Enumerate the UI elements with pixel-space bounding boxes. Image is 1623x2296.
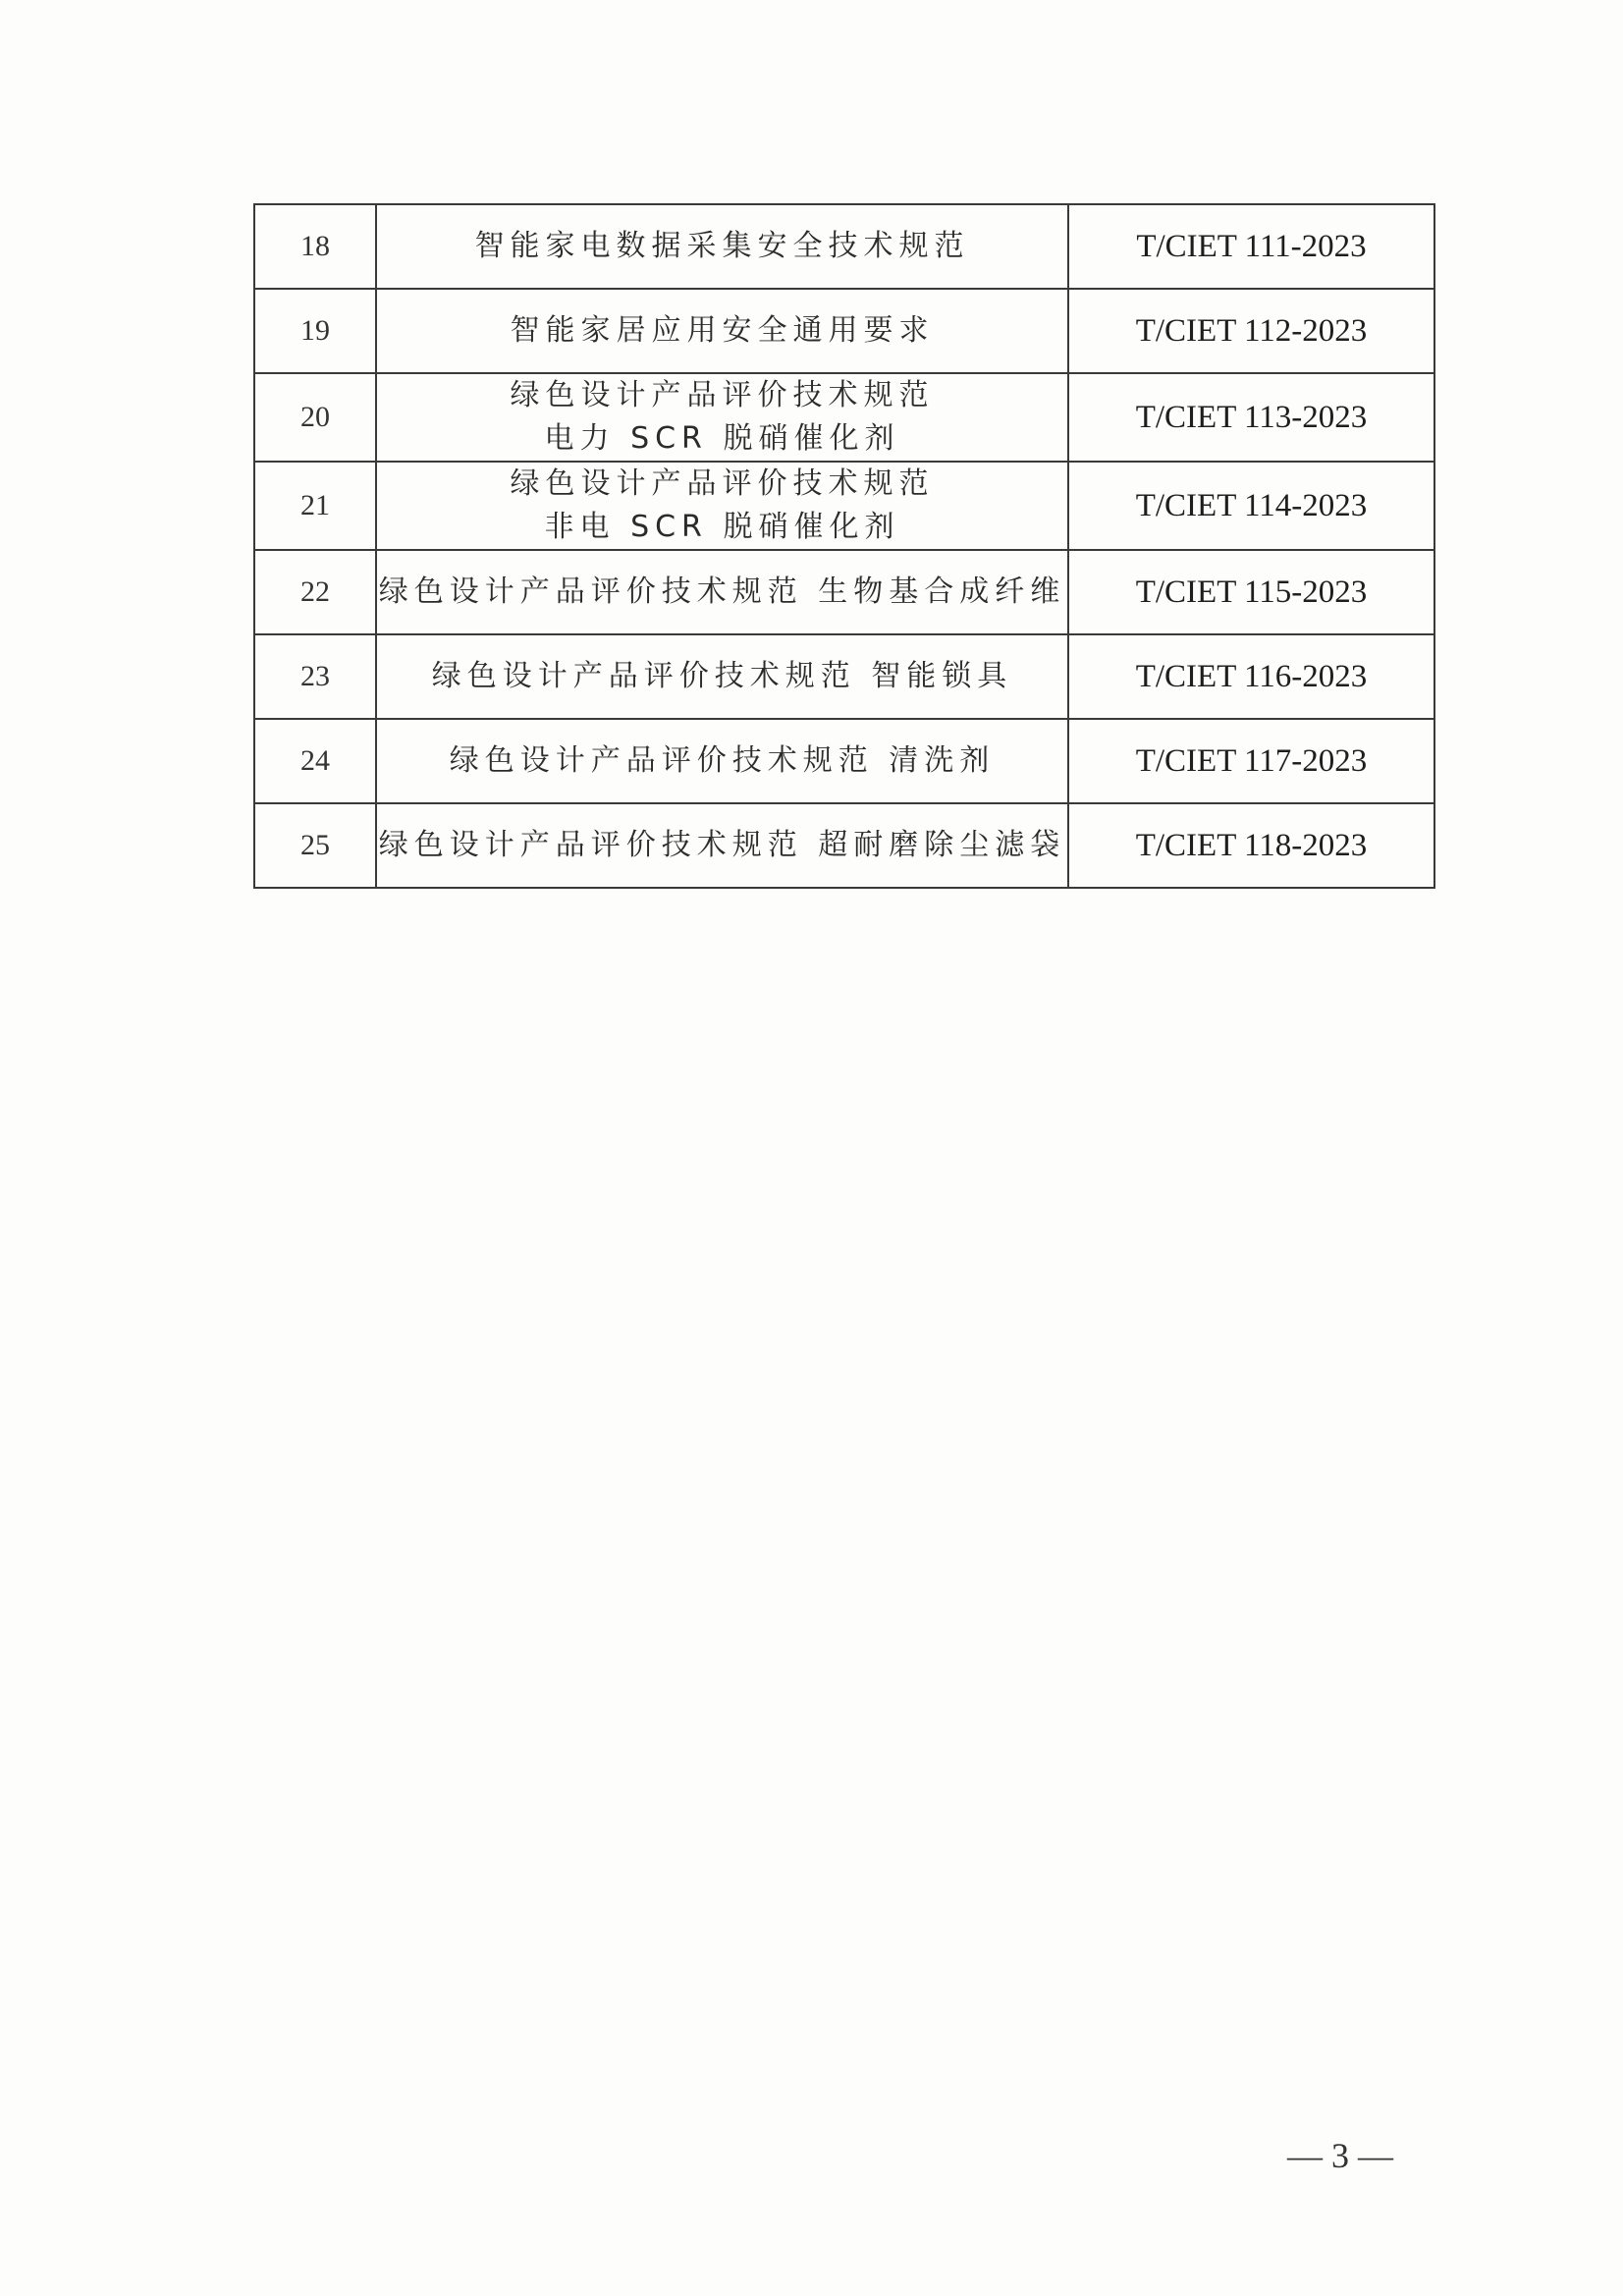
standard-code: T/CIET 112-2023 xyxy=(1068,289,1434,373)
standard-code: T/CIET 118-2023 xyxy=(1068,803,1434,888)
row-number: 23 xyxy=(254,634,376,719)
table-row xyxy=(254,204,1434,289)
standard-name-line: 智能家居应用安全通用要求 xyxy=(510,313,935,348)
row-number: 19 xyxy=(254,289,376,373)
standard-name xyxy=(376,634,1068,719)
standard-name-line: 绿色设计产品评价技术规范 清洗剂 xyxy=(449,743,996,778)
standard-code: T/CIET 115-2023 xyxy=(1068,550,1434,634)
standard-name xyxy=(376,719,1068,803)
standard-name xyxy=(376,550,1068,634)
standard-name-line: 绿色设计产品评价技术规范 生物基合成纤维 xyxy=(378,574,1066,609)
row-number: 21 xyxy=(254,462,376,550)
table-row xyxy=(254,373,1434,462)
standard-name-line: 智能家电数据采集安全技术规范 xyxy=(474,229,970,263)
table-row xyxy=(254,462,1434,550)
standard-code: T/CIET 111-2023 xyxy=(1068,204,1434,289)
row-number: 22 xyxy=(254,550,376,634)
standards-table-body xyxy=(254,204,1434,888)
row-number: 20 xyxy=(254,373,376,462)
standard-code: T/CIET 114-2023 xyxy=(1068,462,1434,550)
standard-name-line: 电力 SCR 脱硝催化剂 xyxy=(544,421,900,456)
row-number: 25 xyxy=(254,803,376,888)
standard-name-line: 非电 SCR 脱硝催化剂 xyxy=(544,510,900,544)
standard-name xyxy=(376,462,1068,550)
standard-name xyxy=(376,204,1068,289)
standard-name-line: 绿色设计产品评价技术规范 智能锁具 xyxy=(431,659,1013,693)
page-number: — 3 — xyxy=(1287,2136,1393,2175)
row-number: 18 xyxy=(254,204,376,289)
table-row xyxy=(254,634,1434,719)
standard-code: T/CIET 116-2023 xyxy=(1068,634,1434,719)
standard-code: T/CIET 113-2023 xyxy=(1068,373,1434,462)
standard-name xyxy=(376,289,1068,373)
table-row xyxy=(254,289,1434,373)
standard-name xyxy=(376,373,1068,462)
standard-name-line: 绿色设计产品评价技术规范 xyxy=(510,378,935,412)
standard-name-line: 绿色设计产品评价技术规范 超耐磨除尘滤袋 xyxy=(378,828,1066,862)
standard-name xyxy=(376,803,1068,888)
standards-table xyxy=(253,203,1435,889)
row-number: 24 xyxy=(254,719,376,803)
table-row xyxy=(254,719,1434,803)
standard-code: T/CIET 117-2023 xyxy=(1068,719,1434,803)
standard-name-line: 绿色设计产品评价技术规范 xyxy=(510,466,935,501)
table-row xyxy=(254,803,1434,888)
table-row xyxy=(254,550,1434,634)
